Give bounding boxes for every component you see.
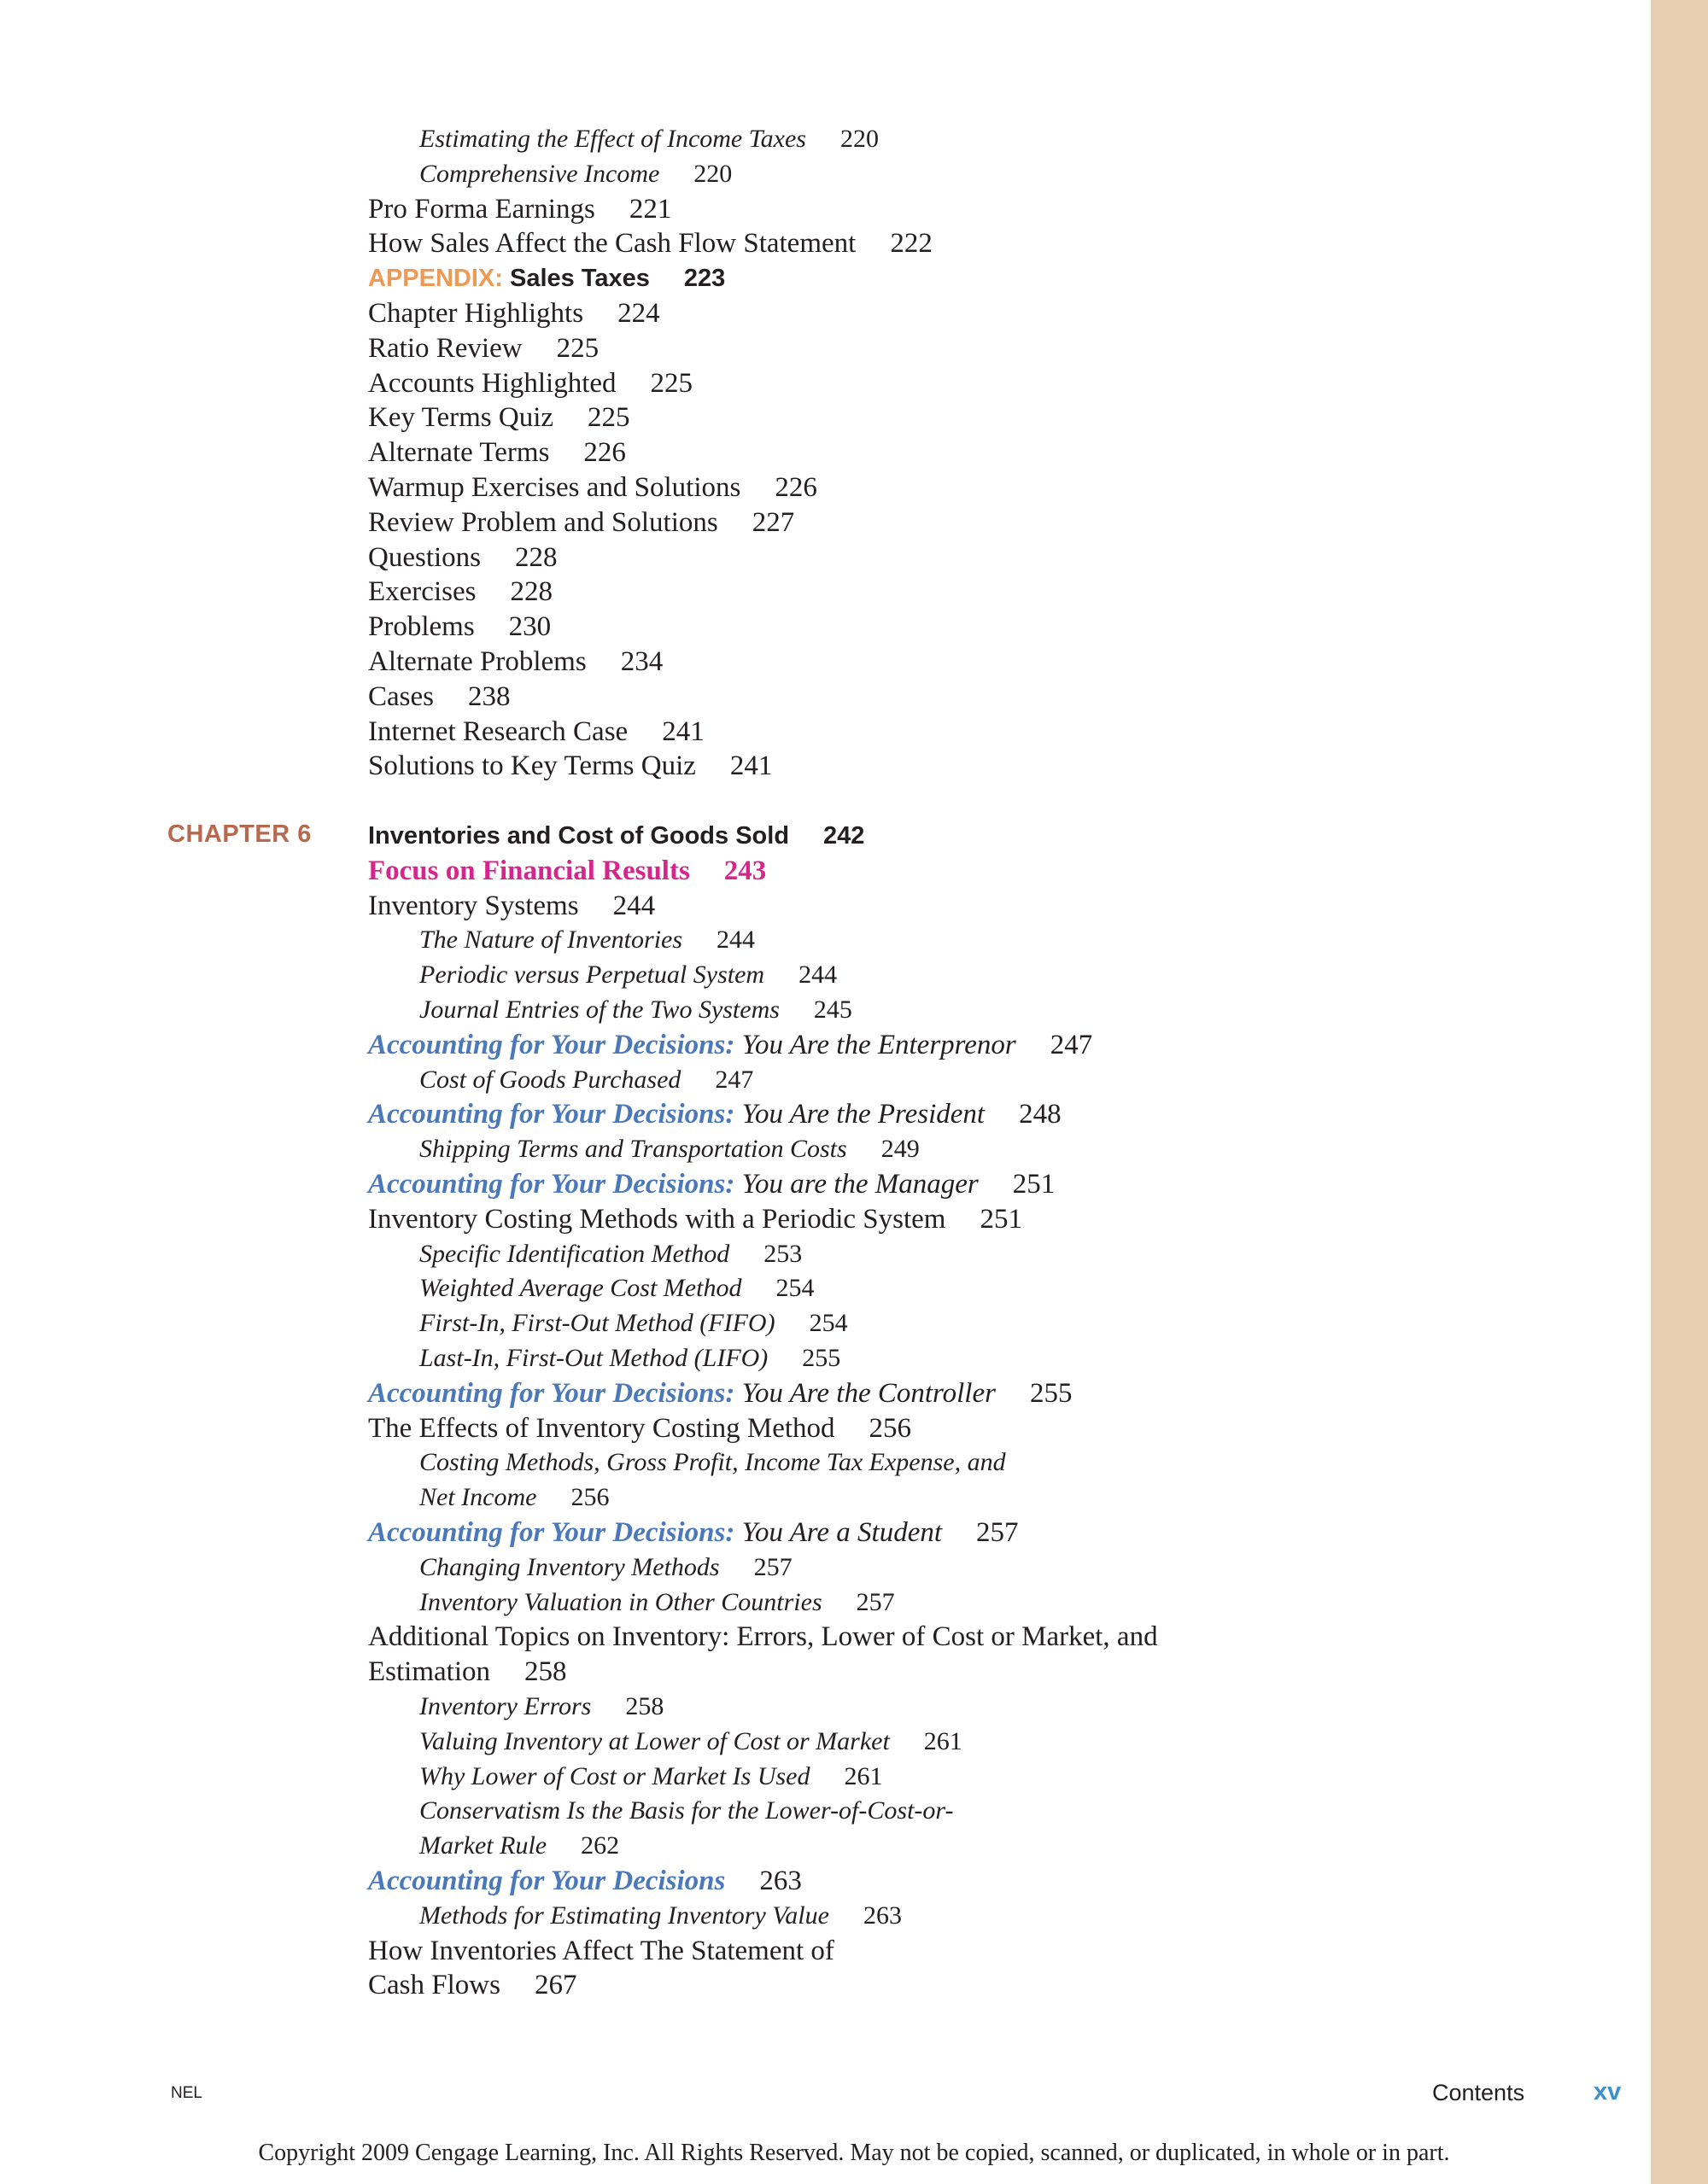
footer-publisher: NEL <box>171 2084 202 2102</box>
toc-entry[interactable]: Comprehensive Income 220 <box>419 159 733 188</box>
toc-entry-focus[interactable]: Focus on Financial Results 243 <box>368 855 767 886</box>
toc-entry[interactable]: Valuing Inventory at Lower of Cost or Market 261 <box>419 1726 962 1755</box>
toc-entry[interactable]: Last-In, First-Out Method (LIFO) 255 <box>419 1343 841 1372</box>
toc-entry[interactable]: Internet Research Case 241 <box>368 715 705 747</box>
toc-entry[interactable]: Warmup Exercises and Solutions 226 <box>368 471 817 503</box>
toc-entry-decisions[interactable]: Accounting for Your Decisions: You Are the Enterprenor 247 <box>368 1029 1093 1060</box>
toc-entry[interactable]: Inventory Costing Methods with a Periodic System 251 <box>368 1203 1022 1235</box>
toc-entry[interactable]: The Nature of Inventories 244 <box>419 926 756 955</box>
toc-entry-decisions[interactable]: Accounting for Your Decisions: You Are the President 248 <box>368 1099 1062 1130</box>
toc-entry[interactable]: Key Terms Quiz 225 <box>368 402 630 434</box>
footer-section-label: Contents <box>1432 2080 1525 2105</box>
toc-entry[interactable]: Inventory Systems 244 <box>368 890 656 921</box>
toc-entry[interactable]: Inventory Valuation in Other Countries 257 <box>419 1587 895 1616</box>
toc-entry[interactable]: Pro Forma Earnings 221 <box>368 193 672 225</box>
toc-entry[interactable]: Review Problem and Solutions 227 <box>368 506 795 538</box>
toc-entry[interactable]: First-In, First-Out Method (FIFO) 254 <box>419 1309 848 1338</box>
side-color-band <box>1651 0 1708 2184</box>
toc-entry[interactable]: How Sales Affect the Cash Flow Statement 222 <box>368 228 933 260</box>
toc-entry[interactable]: Additional Topics on Inventory: Errors, Lower of Cost or Market, and Estimation 258 <box>368 1621 1158 1688</box>
toc-entry[interactable]: Exercises 228 <box>368 576 553 608</box>
chapter-label: CHAPTER 6 <box>167 820 312 848</box>
toc-entry[interactable]: Methods for Estimating Inventory Value 263 <box>419 1901 902 1930</box>
toc-entry[interactable]: Cases 238 <box>368 680 511 712</box>
toc-entry-decisions[interactable]: Accounting for Your Decisions: You are the Manager 251 <box>368 1168 1056 1200</box>
toc-entry[interactable]: Alternate Problems 234 <box>368 645 664 677</box>
toc-entry[interactable]: Alternate Terms 226 <box>368 437 626 469</box>
toc-entry[interactable]: Questions 228 <box>368 541 558 573</box>
toc-entry[interactable]: Weighted Average Cost Method 254 <box>419 1274 815 1303</box>
appendix-label: APPENDIX: <box>368 265 503 293</box>
toc-entry[interactable]: Journal Entries of the Two Systems 245 <box>419 995 852 1024</box>
toc-entry[interactable]: Changing Inventory Methods 257 <box>419 1552 793 1581</box>
toc-entry[interactable]: Problems 230 <box>368 611 552 643</box>
toc-entry[interactable]: Solutions to Key Terms Quiz 241 <box>368 750 773 782</box>
toc-entry[interactable]: The Effects of Inventory Costing Method 256 <box>368 1412 912 1444</box>
toc-entry[interactable]: Why Lower of Cost or Market Is Used 261 <box>419 1761 883 1790</box>
toc-entry[interactable]: Cost of Goods Purchased 247 <box>419 1065 754 1094</box>
toc-entry-decisions[interactable]: Accounting for Your Decisions: You Are a Student 257 <box>368 1516 1019 1548</box>
toc-entry-decisions[interactable]: Accounting for Your Decisions: You Are the Controller 255 <box>368 1377 1073 1409</box>
toc-entry[interactable]: How Inventories Affect The Statement of Cash Flows 267 <box>368 1935 834 2001</box>
toc-entry-decisions[interactable]: Accounting for Your Decisions 263 <box>368 1865 802 1896</box>
toc-entry[interactable]: Conservatism Is the Basis for the Lower-of-Cost-or-Market Rule 262 <box>419 1796 954 1860</box>
toc-top-section <box>368 122 1265 784</box>
toc-entry[interactable]: Specific Identification Method 253 <box>419 1239 803 1268</box>
toc-entry-appendix[interactable]: APPENDIX: Sales Taxes 223 <box>368 265 726 293</box>
toc-entry[interactable]: Shipping Terms and Transportation Costs 249 <box>419 1135 920 1164</box>
toc-entry[interactable]: Estimating the Effect of Income Taxes 220 <box>419 125 879 153</box>
toc-entry[interactable]: Periodic versus Perpetual System 244 <box>419 961 838 990</box>
toc-entry[interactable]: Inventory Errors 258 <box>419 1691 664 1720</box>
footer-page-number: xv <box>1594 2078 1622 2105</box>
chapter-title[interactable]: Inventories and Cost of Goods Sold 242 <box>368 822 865 850</box>
toc-entry[interactable]: Chapter Highlights 224 <box>368 297 660 329</box>
copyright-notice: Copyright 2009 Cengage Learning, Inc. All Rights Reserved. May not be copied, scanned, or duplicated, in whole or in part. <box>258 2140 1450 2166</box>
toc-entry[interactable]: Accounts Highlighted 225 <box>368 367 693 399</box>
toc-entry[interactable]: Ratio Review 225 <box>368 332 600 364</box>
toc-chapter-6-section <box>368 819 1265 2003</box>
toc-entry[interactable]: Costing Methods, Gross Profit, Income Tax Expense, and Net Income 256 <box>419 1448 1006 1512</box>
